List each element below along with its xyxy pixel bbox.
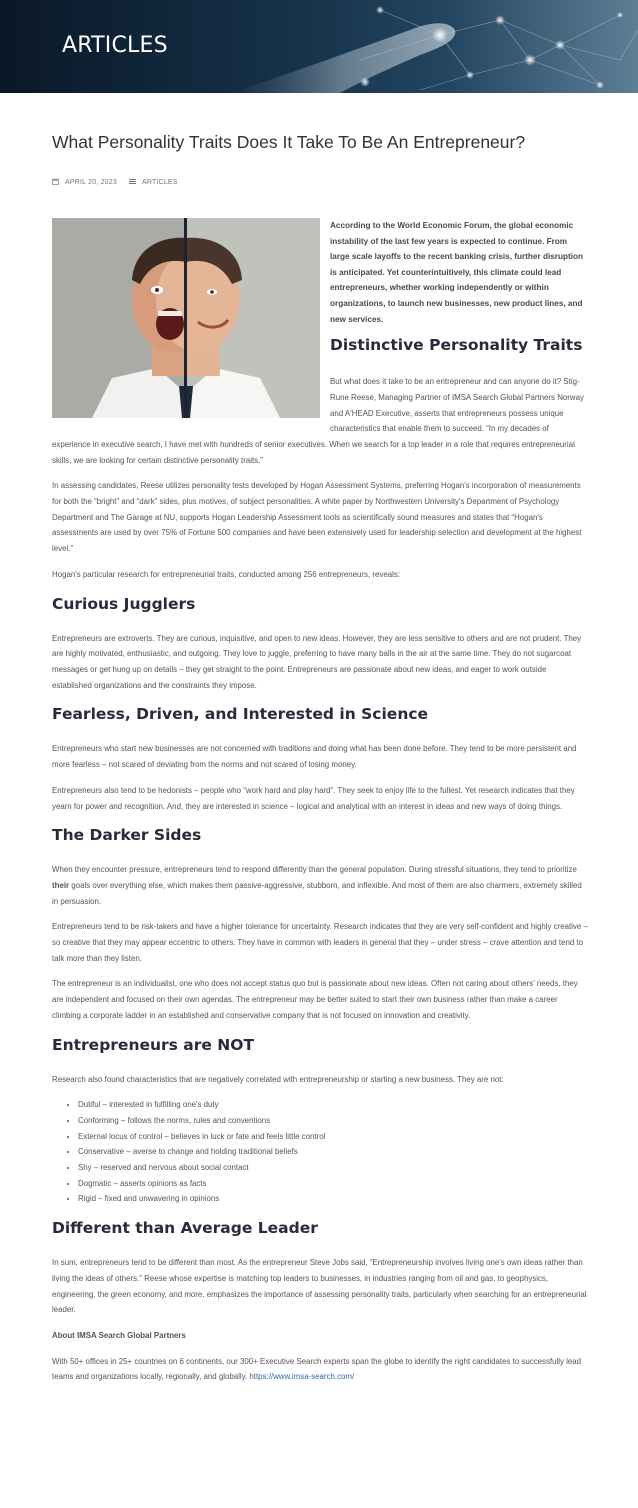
hero-title: ARTICLES <box>62 33 168 58</box>
article-category-link[interactable]: ARTICLES <box>141 179 178 186</box>
list-item: • Conservative – averse to change and holding traditional beliefs <box>78 1144 588 1160</box>
imsa-website-link[interactable]: https://www.imsa-search.com/ <box>249 1372 355 1382</box>
list-item: • Dogmatic – asserts opinions as facts <box>78 1176 588 1192</box>
article-date: APRIL 20, 2023 <box>65 179 117 186</box>
paragraph-text: With 50+ offices in 25+ countries on 6 continents, our 300+ Executive Search experts span the globe to identify the right candidates to successfully lead teams and organizations locally, regionally, and globally. <box>52 1356 582 1382</box>
calendar-icon <box>52 178 59 187</box>
paragraph-text: goals over everything else, which makes them passive-aggressive, stubborn, and inflexible. And most of them are also charmers, extremely skilled in persuasion. <box>52 880 582 906</box>
list-item: • Dutiful – interested in fulfilling one's duty <box>78 1097 588 1113</box>
paragraph: Entrepreneurs tend to be risk-takers and have a higher tolerance for uncertainty. Research indicates that they are very self-confident and highly creative – so creative that they may appear eccentric to others. They have in common with leaders in general that they – under stress – crave attention and tend to talk more than they listen. <box>52 922 588 963</box>
emphasis-text: their <box>52 880 70 890</box>
section-fearless <box>52 705 588 814</box>
heading-different-leader: Different than Average Leader <box>52 1219 318 1238</box>
paragraph: Entrepreneurs are extroverts. They are curious, inquisitive, and open to new ideas. However, they are less sensitive to others and are not prudent. They are highly motivated, enthusiastic, and outgoing. They love to juggle, preferring to have many balls in the air at the same time. They do not sugarcoat messages or get hung up on details – they get straight to the point. Entrepreneurs are passionate about new ideas, and eager to work outside established organizations and the constraints they impose. <box>52 633 582 690</box>
paragraph-text: When they encounter pressure, entrepreneurs tend to respond differently than the general population. During stressful situations, they tend to prioritize <box>52 865 577 875</box>
about-title: About IMSA Search Global Partners <box>52 1330 186 1340</box>
heading-darker-sides: The Darker Sides <box>52 826 202 845</box>
section-darker-sides <box>52 826 588 1023</box>
article-page <box>0 93 638 1508</box>
heading-distinctive-traits: Distinctive Personality Traits <box>330 336 583 355</box>
paragraph: Entrepreneurs who start new businesses are not concerned with traditions and doing what has been done before. They tend to be more persistent and more fearless – not scared of deviating from the norms and not scared of losing money. <box>52 744 577 770</box>
paragraph: Research also found characteristics that are negatively correlated with entrepreneurship or starting a new business. They are not: <box>52 1074 504 1084</box>
list-item: • External locus of control – believes in luck or fate and feels little control <box>78 1129 588 1145</box>
paragraph: Hogan's particular research for entrepreneurial traits, conducted among 256 entrepreneurs, reveals: <box>52 569 401 579</box>
list-icon <box>129 178 136 187</box>
heading-curious-jugglers: Curious Jugglers <box>52 594 196 613</box>
hero-banner <box>0 0 638 93</box>
paragraph <box>52 1354 588 1385</box>
heading-entrepreneurs-are-not: Entrepreneurs are NOT <box>52 1035 255 1054</box>
section-different-leader <box>52 1219 588 1385</box>
paragraph: But what does it take to be an entrepreneur and can anyone do it? Stig-Rune Reese, Managing Partner of IMSA Search Global Partners Norway and A'HEAD Executive, asserts that entrepreneurs possess unique characteristics that enable them to succeed. “In my decades of experience in executive search, I have met with hundreds of senior executives. When we search for a top leader in a role that requires entrepreneurial skills, we are looking for certain distinctive personality traits.” <box>52 377 584 465</box>
lead-paragraph: According to the World Economic Forum, the global economic instability of the last few years is expected to continue. From large scale layoffs to the recent banking crisis, further disruption is anticipated. Yet counterintuitively, this climate could lead entrepreneurs, whether working independently or within organizations, to launch new businesses, new product lines, and new services. <box>330 221 583 324</box>
paragraph: In sum, entrepreneurs tend to be different than most. As the entrepreneur Steve Jobs said, “Entrepreneurship involves living one's own ideas rather than living the ideas of others.” Reese whose expertise is matching top leaders to businesses, in industries ranging from oil and gas, to geophysics, engineering, the green economy, and more, emphasizes the importance of assessing personality traits, particularly when searching for an entrepreneurial leader. <box>52 1258 587 1315</box>
section-not <box>52 1036 588 1208</box>
list-item: • Shy – reserved and nervous about social contact <box>78 1160 588 1176</box>
article-title: What Personality Traits Does It Take To Be An Entrepreneur? <box>52 132 526 152</box>
traits-list <box>52 1097 588 1207</box>
paragraph: Entrepreneurs also tend to be hedonists – people who “work hard and play hard”. They seek to enjoy life to the fullest. Yet research indicates that they yearn for power and recognition. And, they are interested in science – logical and analytical with an interest in ideas and new ways of doing things. <box>52 785 575 811</box>
paragraph <box>52 862 588 909</box>
article-body <box>52 218 588 1395</box>
section-curious-jugglers <box>52 595 588 694</box>
article-meta <box>52 178 178 187</box>
feature-image <box>52 218 320 418</box>
list-item: • Conforming – follows the norms, rules and conventions <box>78 1113 588 1129</box>
paragraph: In assessing candidates, Reese utilizes personality tests developed by Hogan Assessment Systems, preferring Hogan's incorporation of measurements for both the “bright” and “dark” sides, plus motives, of subject personalities. A white paper by Northwestern University's Department of Psychology Department and The Garage at NU, supports Hogan Leadership Assessment tools as scientifically sound measures and states that “Hogan's assessments are used by over 75% of Fortune 500 companies and have been extensively used for leadership selection and development at the highest level.” <box>52 481 582 554</box>
paragraph: The entrepreneur is an individualist, one who does not accept status quo but is passionate about new ideas. Often not caring about others' needs, they are independent and focused on their own agendas. The entrepreneur may be better suited to start their own business rather than make a career climbing a corporate ladder in an established and conservative company that is not focused on innovation and creativity. <box>52 979 578 1020</box>
heading-fearless: Fearless, Driven, and Interested in Science <box>52 705 429 724</box>
list-item: • Rigid – fixed and unwavering in opinions <box>78 1191 588 1207</box>
